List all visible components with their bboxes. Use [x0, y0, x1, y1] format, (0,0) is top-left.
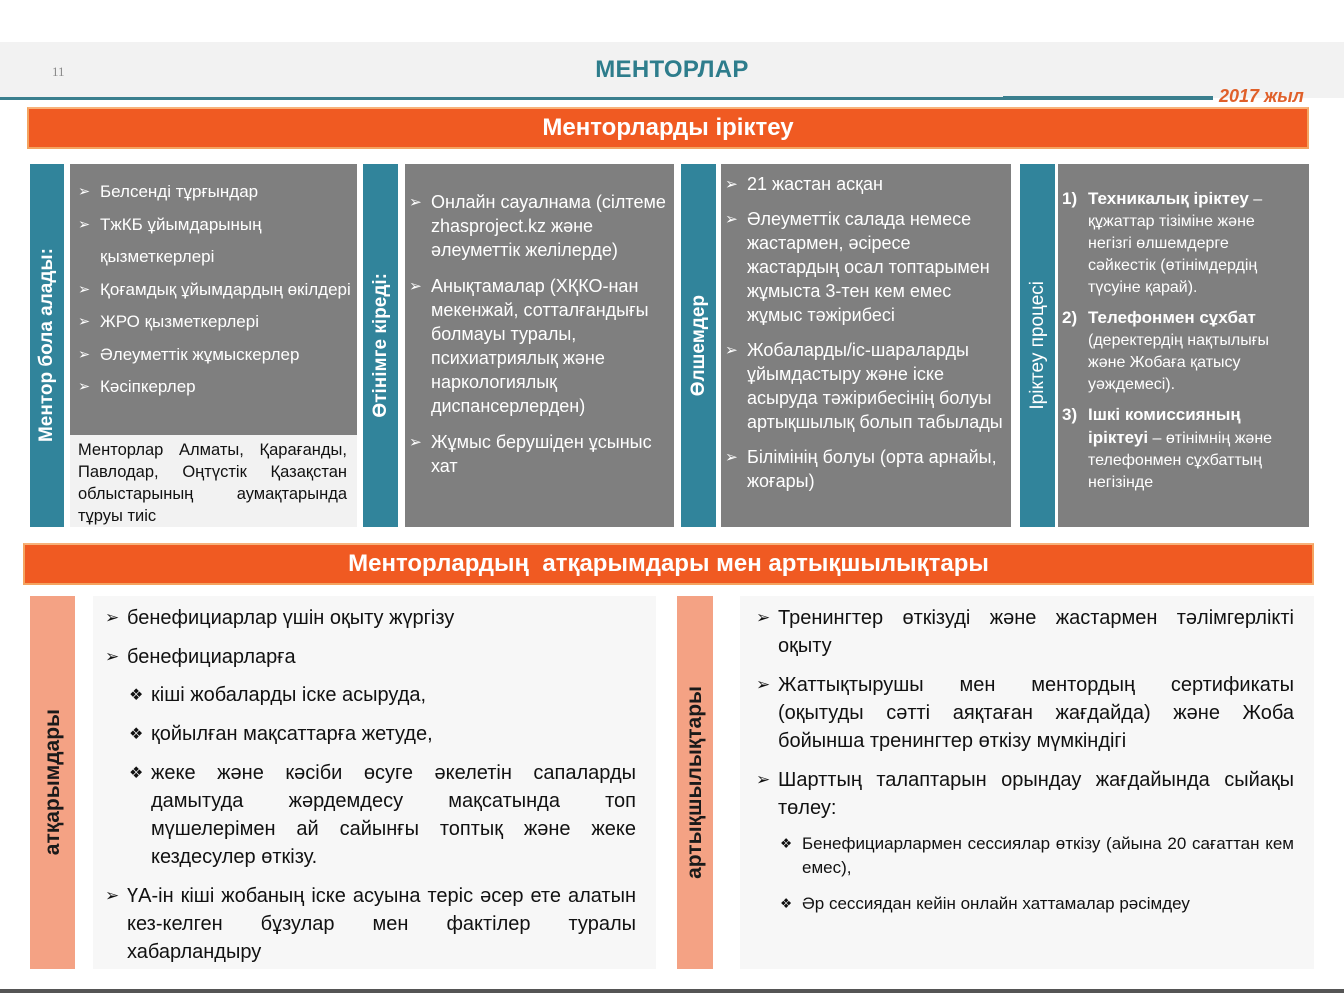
process-step: 1) Техникалық іріктеу – құжаттар тізіміне және негізгі өлшемдерге сәйкестік (өтінімдердің түсуіне қарай). [1062, 189, 1263, 296]
process-step: 2) Телефонмен сұхбат (деректердің нақтылығы және Жобаға қатысу уәждемесі). [1062, 308, 1270, 393]
criteria-item: ➢ 21 жастан асқан [723, 172, 1005, 196]
section-banner-title: Менторлардың атқарымдары мен артықшылықтары [348, 550, 989, 577]
functions-item: ➢ бенефициарлар үшін оқыту жүргізу [103, 604, 636, 632]
criteria-item: ➢ Әлеуметтік салада немесе жастармен, әсіресе жастардың осал топтарымен жұмыста 3-тен кем емес жұмыс тәжірибесі [723, 207, 1005, 327]
page-number: 11 [52, 64, 65, 79]
page-title: МЕНТОРЛАР [595, 56, 749, 83]
advantages-subitem: ❖ Әр сессиядан кейін онлайн хаттамалар рәсімдеу [778, 892, 1294, 916]
section-banner-duties [23, 543, 1314, 585]
criteria-item: ➢ Білімінің болуы (орта арнайы, жоғары) [723, 445, 1005, 493]
footer-divider [0, 989, 1344, 993]
who-item: ➢ ТжКБ ұйымдарының қызметкерлері [76, 209, 351, 274]
application-box [405, 164, 674, 527]
header-divider-accent [1003, 96, 1213, 100]
who-item: ➢ Кәсіпкерлер [76, 371, 351, 404]
criteria-item: ➢ Жобаларды/іс-шараларды ұйымдастыру және іске асыруда тәжірибесінің болуы артықшылық болып табылады [723, 338, 1005, 434]
functions-subitem: ❖ кіші жобаларды іске асыруда, [127, 681, 636, 709]
functions-item: ➢ ҮА-ін кіші жобаның іске асуына теріс әсер ете алатын кез-келген бұзулар мен фактілер туралы хабарландыру [103, 882, 636, 966]
process-box [1058, 164, 1309, 527]
label-application: Өтінімге кіреді: [363, 164, 398, 527]
section-banner-title: Менторларды іріктеу [542, 114, 794, 141]
functions-panel [93, 596, 656, 969]
process-step: 3) Ішкі комиссияның іріктеуі – өтінімнің және телефонмен сұхбаттың негізінде [1062, 405, 1273, 491]
who-item: ➢ ЖРО қызметкерлері [76, 306, 351, 339]
advantages-panel [740, 596, 1314, 969]
label-functions: атқарымдары [30, 596, 75, 969]
application-item: ➢ Анықтамалар (ХҚКО-нан мекенжай, сотталғандығы болмауы туралы, психиатриялық және наркологиялық диспансерлерден) [407, 274, 666, 418]
who-item: ➢ Белсенді тұрғындар [76, 176, 351, 209]
region-note: Менторлар Алматы, Қарағанды, Павлодар, Оңтүстік Қазақстан облыстарының аумақтарында тұруы тиіс [70, 435, 357, 527]
section-banner-selection [27, 107, 1309, 149]
label-advantages: артықшылықтары [677, 596, 713, 969]
label-selection-process: Іріктеу процесі [1020, 164, 1055, 527]
advantages-item: ➢ Жаттықтырушы мен ментордың сертификаты (оқытуды сәтті аяқтаған жағдайда) және Жоба бойынша тренингтер өткізу мүмкіндігі [754, 671, 1294, 755]
advantages-item: ➢ Шарттың талаптарын орындау жағдайында сыйақы төлеу: ❖ Бенефициарлармен сессиялар өткізу (айына 20 сағаттан кем емес), ❖ Әр сессиядан кейін онлайн хаттамалар рәсімдеу [754, 766, 1294, 916]
label-criteria: Өлшемдер [681, 164, 716, 527]
application-item: ➢ Онлайн сауалнама (сілтеме zhasproject.kz және әлеуметтік желілерде) [407, 190, 666, 262]
label-who-can-be-mentor: Ментор бола алады: [30, 164, 64, 527]
functions-item: ➢ бенефициарларға ❖ кіші жобаларды іске асыруда, ❖ қойылған мақсаттарға жетуде, ❖ жеке және кәсіби өсуге әкелетін сапаларды дамытуда жәрдемдесу мақсатында топ мүшелерімен ай сайынғы топтық және жеке кездесулер өткізу. [103, 643, 636, 871]
who-item: ➢ Әлеуметтік жұмыскерлер [76, 339, 351, 372]
advantages-item: ➢ Тренингтер өткізуді және жастармен тәлімгерлікті оқыту [754, 604, 1294, 660]
advantages-subitem: ❖ Бенефициарлармен сессиялар өткізу (айына 20 сағаттан кем емес), [778, 832, 1294, 880]
functions-subitem: ❖ қойылған мақсаттарға жетуде, [127, 720, 636, 748]
criteria-box [721, 164, 1011, 527]
who-list-box [70, 164, 357, 435]
year-label: 2017 жыл [1219, 86, 1304, 106]
who-item: ➢ Қоғамдық ұйымдардың өкілдері [76, 274, 351, 307]
functions-subitem: ❖ жеке және кәсіби өсуге әкелетін сапаларды дамытуда жәрдемдесу мақсатында топ мүшелерімен ай сайынғы топтық және жеке кездесулер өткізу. [127, 759, 636, 871]
application-item: ➢ Жұмыс берушіден ұсыныс хат [407, 430, 666, 478]
